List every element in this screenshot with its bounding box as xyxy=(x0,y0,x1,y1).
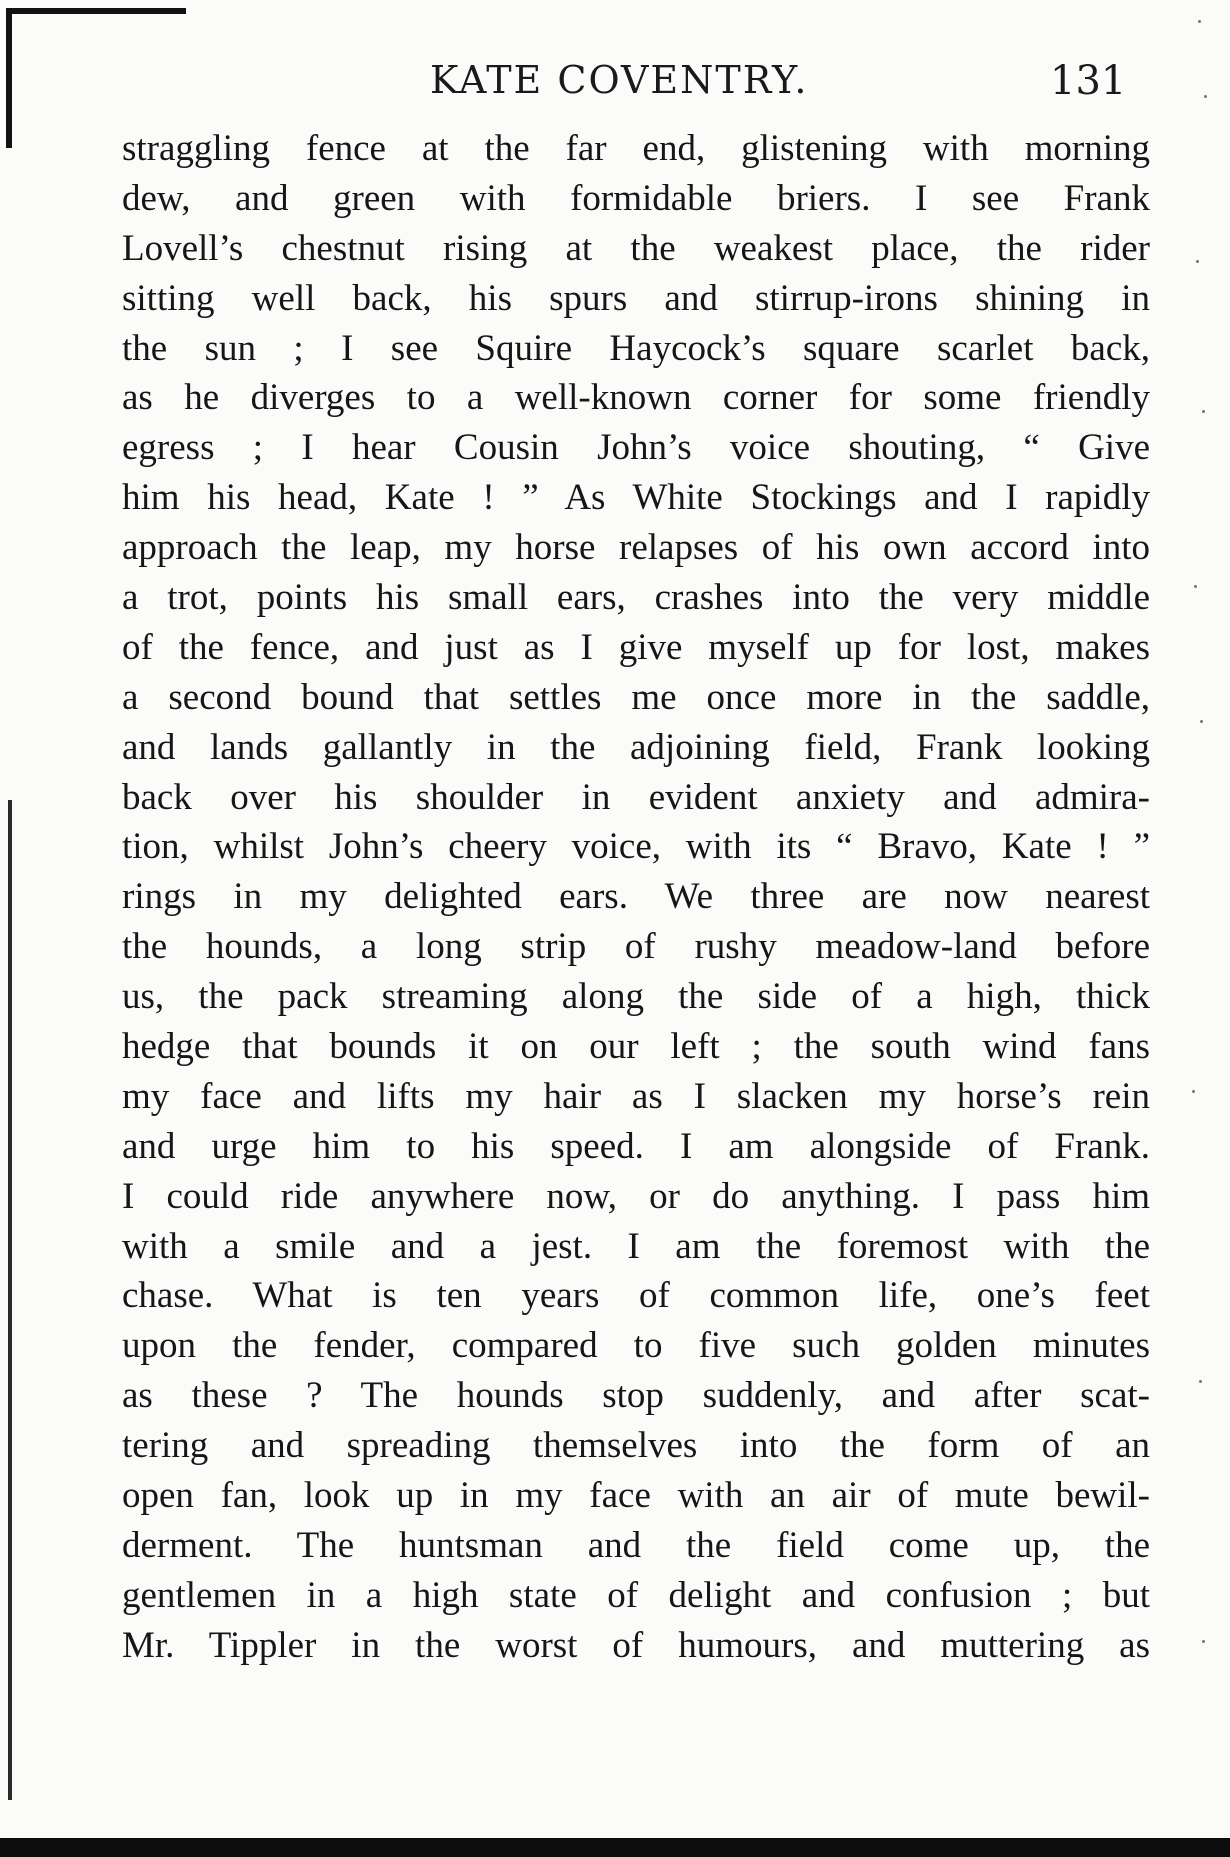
text-line: upon the fender, compared to five such golden minutes xyxy=(122,1325,1150,1367)
text-line: my face and lifts my hair as I slacken my horse’s rein xyxy=(122,1075,1150,1117)
text-line: the hounds, a long strip of rushy meadow-land before xyxy=(122,926,1150,968)
text-line: rings in my delighted ears. We three are now nearest xyxy=(122,876,1150,918)
text-line: dew, and green with formidable briers. I see Frank xyxy=(122,177,1150,219)
text-line: open fan, look up in my face with an air of mute bewil- xyxy=(122,1475,1150,1517)
text-line: chase. What is ten years of common life, one’s feet xyxy=(122,1275,1150,1317)
text-line: and lands gallantly in the adjoining field, Frank looking xyxy=(122,726,1150,768)
text-line: a second bound that settles me once more in the saddle, xyxy=(122,676,1150,718)
text-line: tion, whilst John’s cheery voice, with its “ Bravo, Kate ! ” xyxy=(122,826,1150,868)
text-line: derment. The huntsman and the field come up, the xyxy=(122,1524,1150,1566)
text-line: us, the pack streaming along the side of a high, thick xyxy=(122,976,1150,1018)
text-line: back over his shoulder in evident anxiety and admira- xyxy=(122,776,1150,818)
scan-edge-line xyxy=(8,800,12,1800)
text-line: approach the leap, my horse relapses of his own accord into xyxy=(122,527,1150,569)
text-line: tering and spreading themselves into the form of an xyxy=(122,1425,1150,1467)
body-text xyxy=(122,124,1150,1671)
text-line: a trot, points his small ears, crashes into the very middle xyxy=(122,577,1150,619)
text-line: with a smile and a jest. I am the foremost with the xyxy=(122,1225,1150,1267)
page-header xyxy=(0,58,1230,108)
text-line: egress ; I hear Cousin John’s voice shouting, “ Give xyxy=(122,427,1150,469)
text-line: as these ? The hounds stop suddenly, and after scat- xyxy=(122,1375,1150,1417)
scan-edge-mark xyxy=(6,8,186,14)
text-line: hedge that bounds it on our left ; the south wind fans xyxy=(122,1026,1150,1068)
scan-bottom-edge xyxy=(0,1838,1230,1857)
text-line: him his head, Kate ! ” As White Stockings and I rapidly xyxy=(122,477,1150,519)
text-line: straggling fence at the far end, glistening with morning xyxy=(122,128,1150,169)
scan-specks xyxy=(1190,0,1220,1800)
text-line: gentlemen in a high state of delight and confusion ; but xyxy=(122,1574,1150,1616)
running-title: KATE COVENTRY. xyxy=(430,58,809,102)
page-number: 131 xyxy=(1050,58,1127,104)
text-line: sitting well back, his spurs and stirrup-irons shining in xyxy=(122,277,1150,319)
text-line: the sun ; I see Squire Haycock’s square scarlet back, xyxy=(122,327,1150,369)
text-line: Mr. Tippler in the worst of humours, and muttering as xyxy=(122,1624,1150,1666)
text-line: of the fence, and just as I give myself up for lost, makes xyxy=(122,626,1150,668)
text-line: and urge him to his speed. I am alongside of Frank. xyxy=(122,1125,1150,1167)
text-line: as he diverges to a well-known corner for some friendly xyxy=(122,377,1150,419)
text-line: I could ride anywhere now, or do anything. I pass him xyxy=(122,1175,1150,1217)
text-line: Lovell’s chestnut rising at the weakest place, the rider xyxy=(122,227,1150,269)
